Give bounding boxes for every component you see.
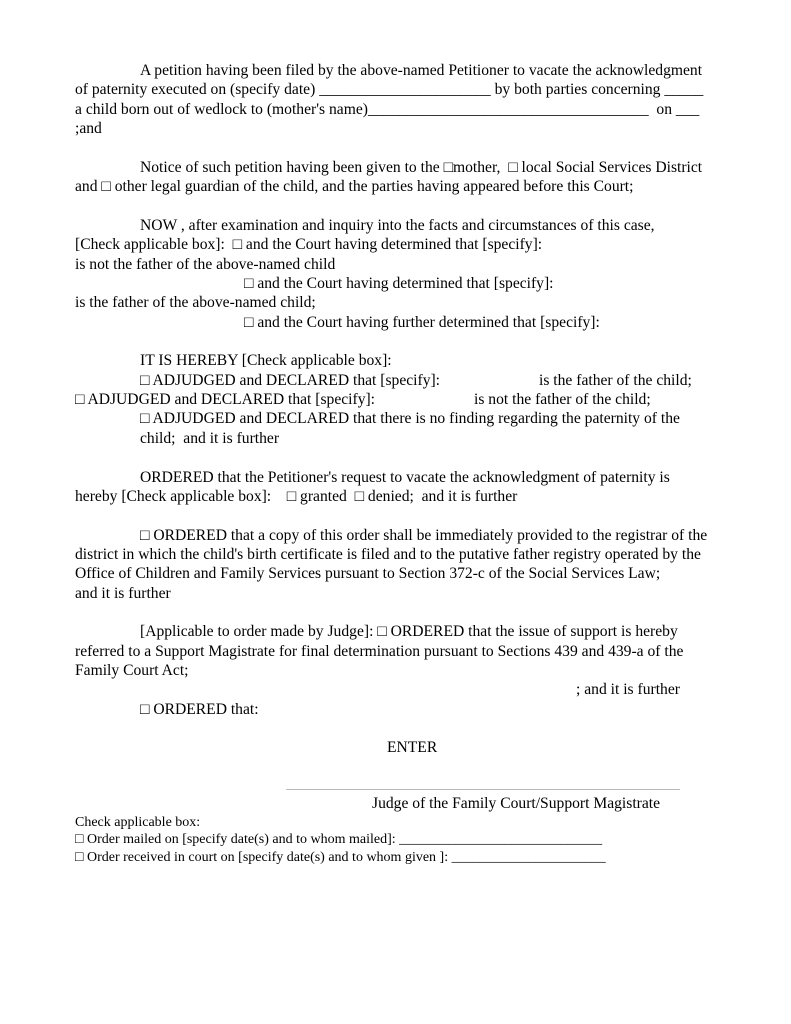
examination-line-6: □ and the Court having further determined that [specify]:	[244, 314, 600, 331]
signature-caption: Judge of the Family Court/Support Magistrate	[372, 795, 661, 812]
mailing-heading: Check applicable box:	[75, 815, 201, 830]
mailing-option-received: □ Order received in court on [specify date(s) and to whom given ]: ______________________	[75, 850, 606, 865]
support-order-line-1: [Applicable to order made by Judge]: □ ORDERED that the issue of support is hereby	[140, 623, 678, 640]
adjudged-option-3-line-2: child; and it is further	[140, 430, 280, 447]
mailing-option-mailed: □ Order mailed on [specify date(s) and to whom mailed]: _____________________________	[75, 832, 603, 847]
adjudged-option-2-label: □ ADJUDGED and DECLARED that [specify]:	[75, 391, 376, 408]
notice-line-2: and □ other legal guardian of the child, and the parties having appeared before this Court;	[75, 178, 634, 195]
adjudged-option-1-tail: is the father of the child;	[539, 372, 692, 389]
registrar-order-line-2: district in which the child's birth certificate is filed and to the putative father registry operated by the	[75, 546, 701, 563]
adjudged-option-2-tail: is not the father of the child;	[474, 391, 651, 408]
adjudged-option-3-line-1: □ ADJUDGED and DECLARED that there is no finding regarding the paternity of the	[140, 410, 680, 427]
support-order-line-3: Family Court Act;	[75, 662, 189, 679]
adjudged-option-1-label: □ ADJUDGED and DECLARED that [specify]:	[140, 372, 441, 389]
other-order-label: □ ORDERED that:	[140, 701, 259, 718]
examination-line-2: [Check applicable box]: □ and the Court having determined that [specify]:	[75, 236, 543, 253]
notice-line-1: Notice of such petition having been given to the □mother, □ local Social Services District	[140, 159, 703, 176]
enter-heading: ENTER	[387, 739, 438, 756]
support-order-line-2: referred to a Support Magistrate for final determination pursuant to Sections 439 and 439-a of the	[75, 643, 684, 660]
vacate-order-line-2: hereby [Check applicable box]: □ granted □ denied; and it is further	[75, 488, 518, 505]
examination-line-3: is not the father of the above-named child	[75, 256, 336, 273]
examination-line-5: is the father of the above-named child;	[75, 294, 316, 311]
registrar-order-line-4: and it is further	[75, 585, 171, 602]
examination-line-1: NOW , after examination and inquiry into the facts and circumstances of this case,	[140, 217, 655, 234]
signature-line	[286, 789, 680, 790]
support-order-line-4: ; and it is further	[576, 681, 680, 698]
adjudged-intro: IT IS HEREBY [Check applicable box]:	[140, 352, 392, 369]
registrar-order-line-3: Office of Children and Family Services pursuant to Section 372-c of the Social Services Law;	[75, 565, 661, 582]
registrar-order-line-1: □ ORDERED that a copy of this order shall be immediately provided to the registrar of the	[140, 527, 708, 544]
vacate-order-line-1: ORDERED that the Petitioner's request to vacate the acknowledgment of paternity is	[140, 469, 670, 486]
petition-line-1: A petition having been filed by the above-named Petitioner to vacate the acknowledgment	[140, 62, 703, 79]
petition-line-2: of paternity executed on (specify date) ______________________ by both parties concerning _____	[75, 81, 704, 98]
petition-line-3: a child born out of wedlock to (mother's name)____________________________________ on ___	[75, 101, 700, 118]
examination-line-4: □ and the Court having determined that [specify]:	[244, 275, 554, 292]
petition-line-4: ;and	[75, 120, 102, 137]
